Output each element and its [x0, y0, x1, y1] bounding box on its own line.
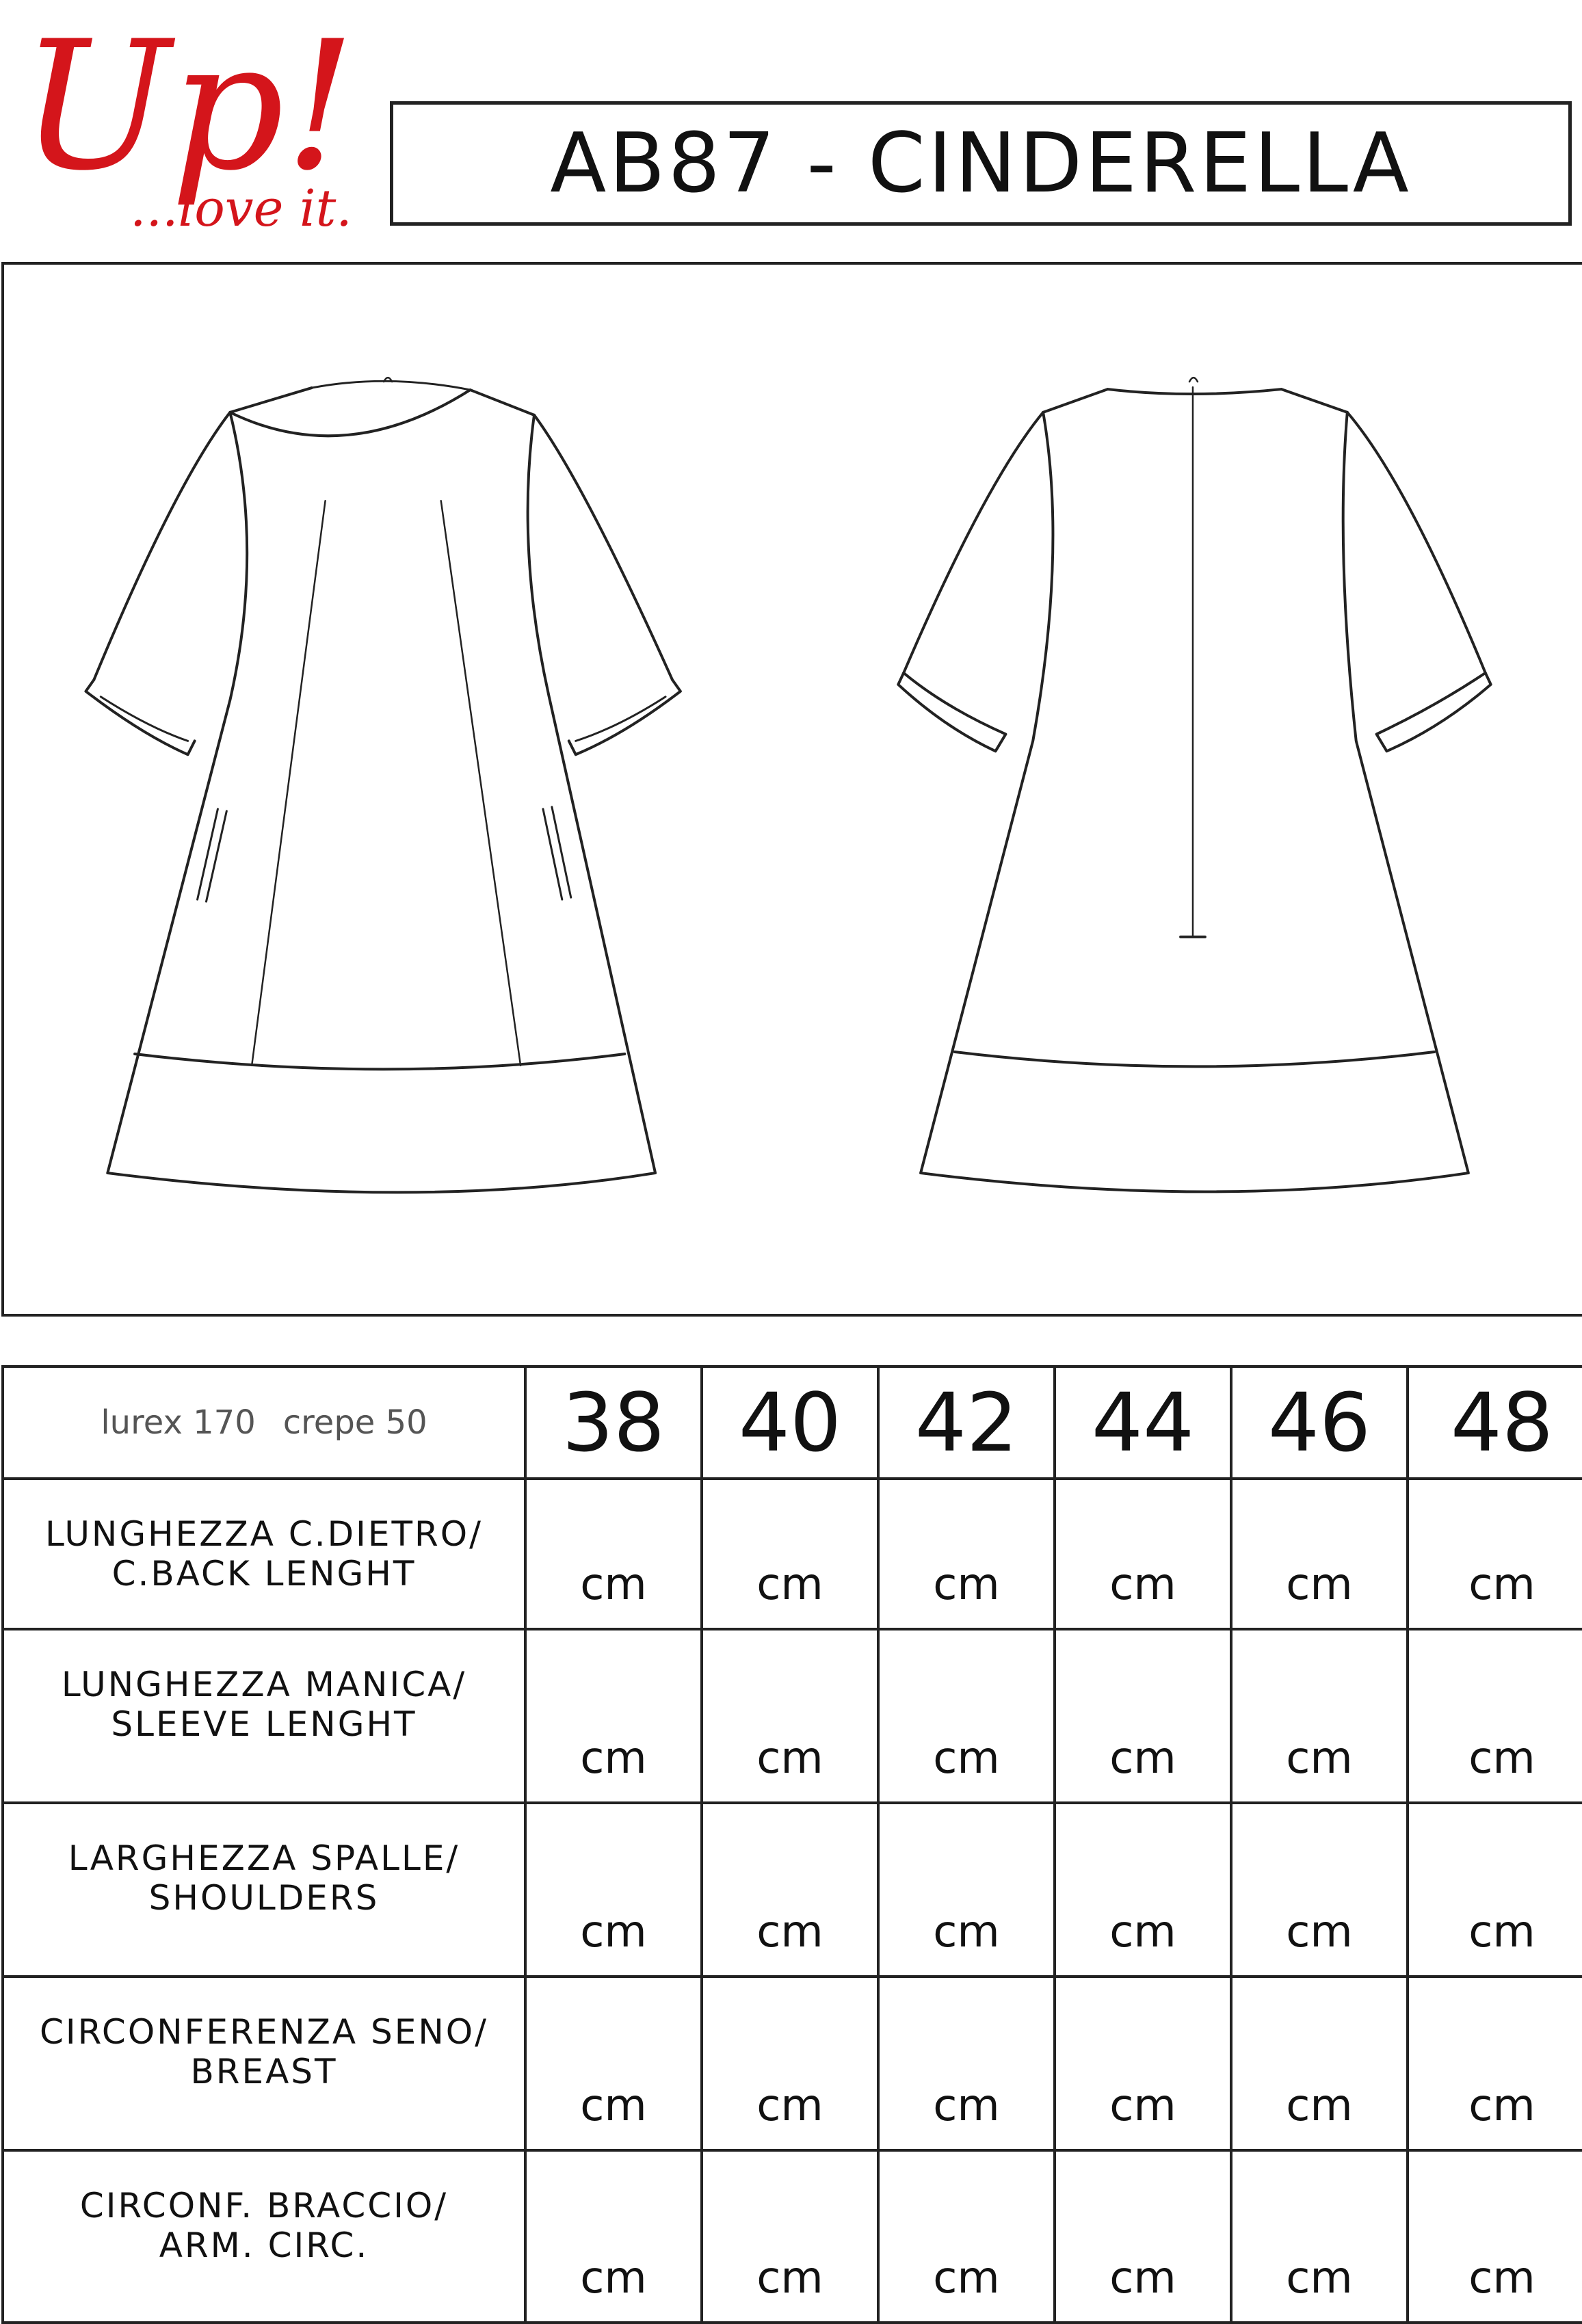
size-header: 44 — [1055, 1366, 1231, 1479]
measure-label — [3, 1479, 525, 1629]
page-title: AB87 - CINDERELLA — [550, 116, 1412, 211]
measure-label — [3, 1977, 525, 2150]
front-shoulder-right — [471, 390, 535, 415]
fabric-composition-cell — [3, 1366, 525, 1479]
back-zipper-pull — [1189, 378, 1198, 382]
technical-drawing — [4, 265, 1582, 1314]
dress-front-view — [85, 378, 680, 1192]
front-pocket-right-b — [552, 807, 571, 897]
size-header: 42 — [878, 1366, 1055, 1479]
front-shoulder-left — [230, 388, 311, 412]
back-sleeve-left-outer — [904, 412, 1043, 673]
measure-value-cell[interactable]: cm — [702, 2150, 878, 2323]
measure-value-cell[interactable]: cm — [1055, 1803, 1231, 1977]
measure-label-en: BREAST — [190, 2052, 338, 2091]
back-neckline — [1043, 389, 1347, 412]
measure-value-cell[interactable]: cm — [1231, 1629, 1408, 1803]
measure-value-cell[interactable]: cm — [1231, 1977, 1408, 2150]
back-cuff-right — [1377, 673, 1491, 751]
front-cuff-right-inner — [576, 697, 665, 741]
measure-label-it: LARGHEZZA SPALLE/ — [68, 1838, 460, 1878]
measure-value-cell[interactable]: cm — [525, 1479, 702, 1629]
front-pocket-left-b — [207, 811, 227, 901]
measure-value-cell[interactable]: cm — [525, 2150, 702, 2323]
front-sleeve-left-outer — [94, 412, 230, 680]
measure-label-en: ARM. CIRC. — [159, 2226, 369, 2265]
fabric-second: crepe 50 — [282, 1403, 427, 1442]
measure-label — [3, 1803, 525, 1977]
title-box — [390, 101, 1572, 226]
brand-logo-graphic — [21, 27, 349, 239]
measure-row-back-length — [3, 1479, 1582, 1629]
measure-value-cell[interactable]: cm — [878, 1977, 1055, 2150]
back-body-outline — [921, 412, 1468, 1192]
size-header: 40 — [702, 1366, 878, 1479]
front-hem-band — [135, 1054, 624, 1069]
measure-value-cell[interactable]: cm — [1408, 2150, 1582, 2323]
front-neck-back-edge — [312, 381, 471, 390]
front-body-outline — [107, 412, 655, 1193]
brand-logo — [21, 27, 349, 239]
front-cuff-left-inner — [101, 697, 187, 741]
brand-logo-main: Up! — [21, 27, 349, 210]
front-pocket-left-a — [198, 809, 218, 899]
front-seam-right — [441, 501, 520, 1066]
size-header-row — [3, 1366, 1582, 1479]
measure-value-cell[interactable]: cm — [702, 1803, 878, 1977]
measure-label-en: SHOULDERS — [148, 1878, 380, 1918]
measure-label — [3, 2150, 525, 2323]
measure-label-en: SLEEVE LENGHT — [111, 1704, 417, 1744]
front-seam-left — [252, 501, 325, 1066]
measure-label-it: CIRCONF. BRACCIO/ — [79, 2186, 449, 2226]
measure-value-cell[interactable]: cm — [878, 1479, 1055, 1629]
measure-value-cell[interactable]: cm — [1231, 2150, 1408, 2323]
front-pocket-right-a — [543, 809, 562, 899]
brand-logo-sub: ...love it — [130, 179, 337, 238]
measure-value-cell[interactable]: cm — [702, 1479, 878, 1629]
measure-value-cell[interactable]: cm — [702, 1629, 878, 1803]
measure-value-cell[interactable]: cm — [702, 1977, 878, 2150]
measure-value-cell[interactable]: cm — [878, 1629, 1055, 1803]
measure-label — [3, 1629, 525, 1803]
technical-drawing-frame — [1, 262, 1582, 1317]
back-cuff-left — [898, 673, 1005, 751]
measure-label-it: CIRCONFERENZA SENO/ — [40, 2012, 488, 2052]
measure-value-cell[interactable]: cm — [878, 2150, 1055, 2323]
measure-value-cell[interactable]: cm — [1055, 1977, 1231, 2150]
measure-row-arm-circ — [3, 2150, 1582, 2323]
front-neckline — [230, 390, 470, 436]
front-cuff-right — [569, 680, 681, 754]
measure-row-sleeve-length — [3, 1629, 1582, 1803]
fabric-first: lurex 170 — [101, 1403, 256, 1442]
measure-label-it: LUNGHEZZA MANICA/ — [61, 1665, 467, 1704]
measure-value-cell[interactable]: cm — [1055, 1629, 1231, 1803]
measure-value-cell[interactable]: cm — [878, 1803, 1055, 1977]
measure-row-shoulders — [3, 1803, 1582, 1977]
size-chart-table — [1, 1365, 1582, 2324]
measure-value-cell[interactable]: cm — [1231, 1803, 1408, 1977]
measure-value-cell[interactable]: cm — [525, 1629, 702, 1803]
measure-value-cell[interactable]: cm — [525, 1803, 702, 1977]
measure-row-breast — [3, 1977, 1582, 2150]
measure-value-cell[interactable]: cm — [1408, 1803, 1582, 1977]
measure-value-cell[interactable]: cm — [1231, 1479, 1408, 1629]
measure-value-cell[interactable]: cm — [1055, 2150, 1231, 2323]
size-header: 38 — [525, 1366, 702, 1479]
measure-value-cell[interactable]: cm — [1055, 1479, 1231, 1629]
dress-back-view — [898, 378, 1490, 1191]
back-hem-band — [955, 1052, 1434, 1066]
measure-label-it: LUNGHEZZA C.DIETRO/ — [44, 1514, 484, 1554]
back-sleeve-right-outer — [1347, 412, 1486, 673]
measure-value-cell[interactable]: cm — [1408, 1629, 1582, 1803]
size-header: 46 — [1231, 1366, 1408, 1479]
measure-value-cell[interactable]: cm — [1408, 1479, 1582, 1629]
size-header: 48 — [1408, 1366, 1582, 1479]
front-cuff-left — [85, 680, 194, 754]
measure-value-cell[interactable]: cm — [1408, 1977, 1582, 2150]
measure-value-cell[interactable]: cm — [525, 1977, 702, 2150]
measure-label-en: C.BACK LENGHT — [111, 1554, 417, 1594]
front-sleeve-right-outer — [534, 415, 672, 680]
